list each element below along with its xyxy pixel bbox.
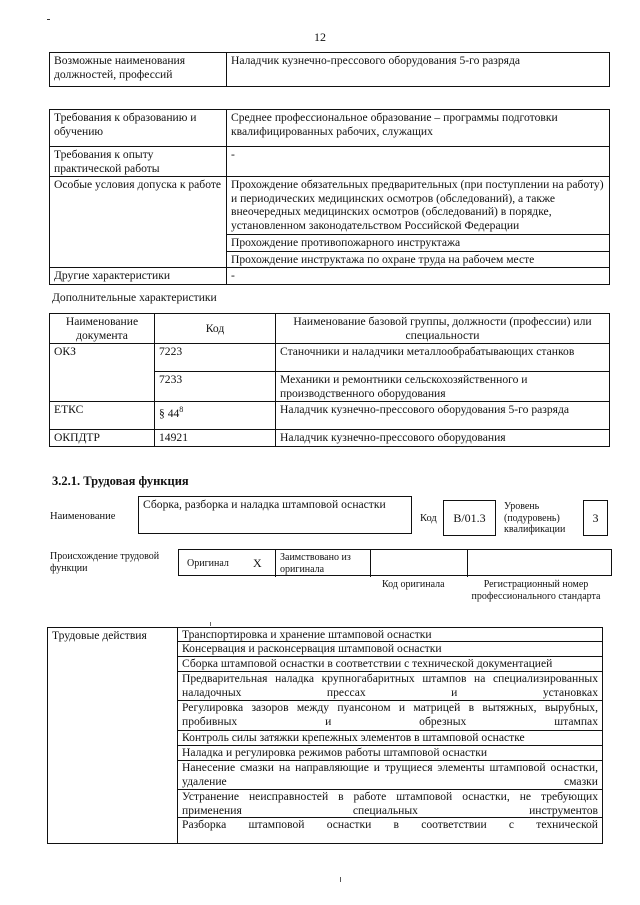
actions-label: Трудовые действия <box>52 629 147 642</box>
labor-action-item: Устранение неисправностей в работе штамповой оснастки, не требующих применения специальных инструментов <box>178 790 602 818</box>
code-etks-text: § 44 <box>159 406 180 420</box>
function-heading: 3.2.1. Трудовая функция <box>52 474 189 488</box>
doc-etks: ЕТКС <box>50 402 155 430</box>
code-okpdtr: 14921 <box>155 430 276 447</box>
borrowed-label: Заимствовано из оригинала <box>280 552 351 575</box>
doc-okz: ОКЗ <box>50 344 155 402</box>
origin-divider-3 <box>467 550 468 577</box>
name-okz-1: Станочники и наладчики металлообрабатывающих станков <box>276 344 610 372</box>
scan-mark-2 <box>210 622 211 626</box>
labor-action-item: Регулировка зазоров между пуансоном и матрицей в вытяжных, вырубных, пробивных и обрезных штампах <box>178 701 602 731</box>
code-etks <box>155 402 276 430</box>
experience-value: - <box>227 147 610 177</box>
experience-label: Требования к опыту практической работы <box>50 147 227 177</box>
function-level-value: 3 <box>583 500 608 536</box>
function-level-label: Уровень (подуровень) квалификации <box>504 501 566 535</box>
header-name: Наименование базовой группы, должности (профессии) или специальности <box>276 314 610 344</box>
labor-action-item: Наладка и регулировка режимов работы штамповой оснастки <box>178 746 602 761</box>
condition-safety-briefing: Прохождение инструктажа по охране труда на рабочем месте <box>231 252 535 266</box>
function-name-label: Наименование <box>50 511 116 522</box>
function-code-value: В/01.3 <box>443 500 496 536</box>
actions-list <box>177 627 603 844</box>
code-original-caption: Код оригинала <box>382 579 445 590</box>
doc-okpdtr: ОКПДТР <box>50 430 155 447</box>
code-okz-1: 7223 <box>155 344 276 372</box>
scan-mark-3 <box>340 877 341 882</box>
actions-label-cell <box>47 627 177 844</box>
requirements-table <box>49 109 610 285</box>
condition-fire-briefing: Прохождение противопожарного инструктажа <box>227 235 609 252</box>
additional-title: Дополнительные характеристики <box>52 291 217 304</box>
labor-action-item: Предварительная наладка крупногабаритных штампов на специализированных наладочных прессах и установках <box>178 672 602 701</box>
education-value: Среднее профессиональное образование – программы подготовки квалифицированных рабочих, служащих <box>227 110 610 147</box>
labor-action-item: Сборка штамповой оснастки в соответствии с технической документацией <box>178 657 602 672</box>
labor-action-item: Разборка штамповой оснастки в соответствии с технической <box>182 818 598 831</box>
footnote-mark: 8 <box>179 405 184 414</box>
scan-mark <box>47 19 50 20</box>
position-names-value: Наладчик кузнечно-прессового оборудования 5-го разряда <box>227 53 610 87</box>
origin-box <box>178 549 612 576</box>
code-okz-2: 7233 <box>155 372 276 402</box>
function-code-label: Код <box>420 513 437 524</box>
labor-action-item: Консервация и расконсервация штамповой оснастки <box>178 642 602 657</box>
reg-number-caption: Регистрационный номер профессионального стандарта <box>471 579 601 602</box>
other-label: Другие характеристики <box>50 268 227 285</box>
header-code: Код <box>155 314 276 344</box>
name-etks: Наладчик кузнечно-прессового оборудования 5-го разряда <box>276 402 610 430</box>
condition-medical: Прохождение обязательных предварительных (при поступлении на работу) и периодических медицинских осмотров (обследований), а также внеочередных медицинских осмотров (обследований) в порядке, установленном законодательством Российской Федерации <box>227 177 609 235</box>
header-document: Наименование документа <box>50 314 155 344</box>
labor-action-item: Контроль силы затяжки крепежных элементов в штамповой оснастке <box>178 731 602 746</box>
original-label: Оригинал <box>187 558 229 569</box>
labor-action-item: Транспортировка и хранение штамповой оснастки <box>178 628 602 642</box>
education-label: Требования к образованию и обучению <box>50 110 227 147</box>
position-names-label: Возможные наименования должностей, профессий <box>50 53 227 87</box>
name-okz-2: Механики и ремонтники сельскохозяйственного и производственного оборудования <box>276 372 610 402</box>
conditions-label: Особые условия допуска к работе <box>50 177 227 268</box>
page-number: 12 <box>314 30 326 44</box>
additional-table <box>49 313 610 447</box>
origin-divider-2 <box>370 550 371 577</box>
position-names-table <box>49 52 610 87</box>
original-mark: X <box>253 556 262 570</box>
name-okpdtr: Наладчик кузнечно-прессового оборудования <box>276 430 610 447</box>
function-name-value: Сборка, разборка и наладка штамповой оснастки <box>138 496 412 534</box>
labor-action-item: Нанесение смазки на направляющие и трущиеся элементы штамповой оснастки, удаление смазки <box>178 761 602 790</box>
other-value: - <box>227 268 610 285</box>
origin-divider-1 <box>275 550 276 577</box>
origin-label: Происхождение трудовой функции <box>50 551 160 574</box>
